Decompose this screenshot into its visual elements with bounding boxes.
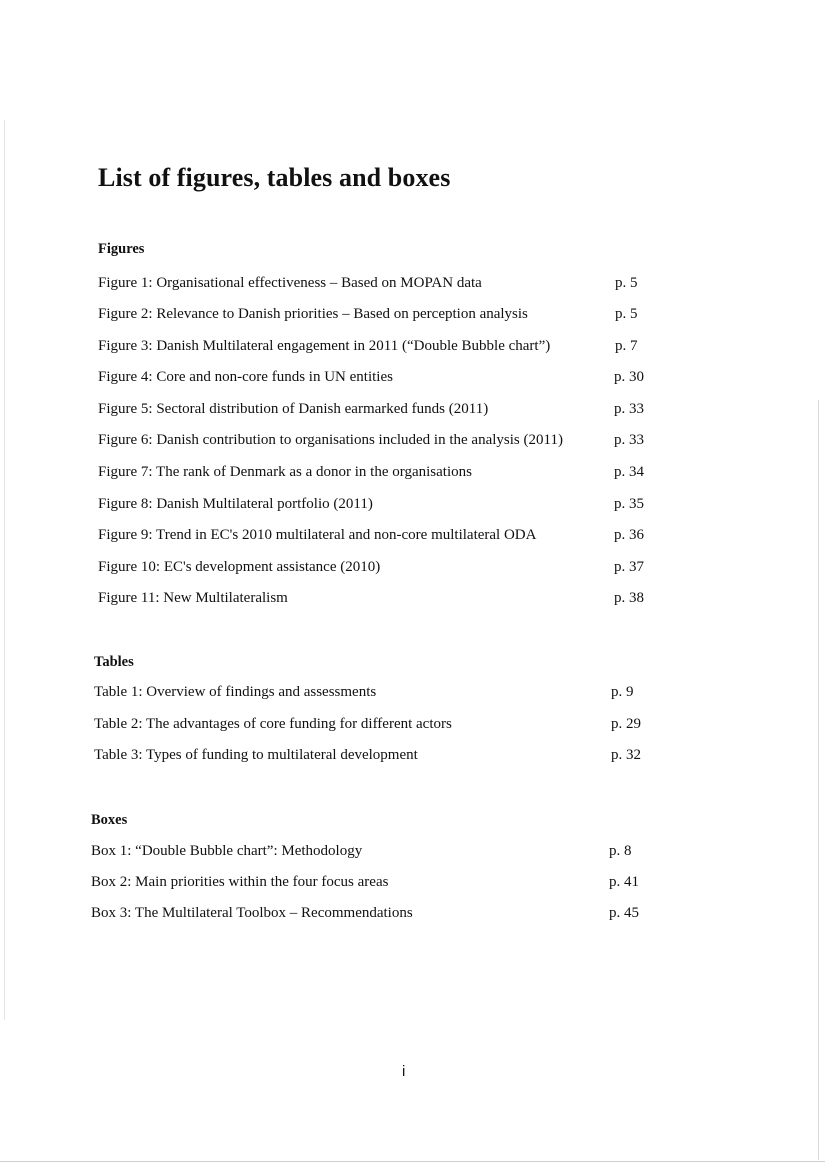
list-item: [94, 716, 644, 738]
entry-page: p. 38: [614, 590, 644, 606]
entry-label: Box 2: Main priorities within the four focus areas: [91, 874, 389, 890]
entry-page: p. 36: [614, 527, 644, 543]
scan-edge-bottom: [0, 1161, 825, 1162]
list-item: [98, 432, 644, 454]
list-item: [98, 369, 644, 391]
entry-label: Figure 3: Danish Multilateral engagement in 2011 (“Double Bubble chart”): [98, 338, 551, 354]
section-heading-boxes: Boxes: [91, 812, 128, 828]
page-title: List of figures, tables and boxes: [98, 163, 451, 192]
entry-label: Figure 10: EC's development assistance (2010): [98, 559, 381, 575]
list-item: [98, 590, 644, 612]
entry-page: p. 34: [614, 464, 644, 480]
entry-label: Figure 1: Organisational effectiveness – Based on MOPAN data: [98, 275, 482, 291]
entry-label: Table 2: The advantages of core funding for different actors: [94, 716, 452, 732]
entry-page: p. 5: [615, 306, 638, 322]
page-number: i: [402, 1063, 406, 1080]
entry-label: Figure 9: Trend in EC's 2010 multilateral and non-core multilateral ODA: [98, 527, 537, 543]
entry-page: p. 45: [609, 905, 639, 921]
entry-page: p. 8: [609, 843, 632, 859]
scan-edge-right: [818, 400, 819, 1160]
list-item: [98, 306, 638, 328]
entry-label: Box 1: “Double Bubble chart”: Methodology: [91, 843, 363, 859]
list-item: [91, 843, 646, 865]
list-item: [98, 496, 644, 518]
section-heading-figures: Figures: [98, 241, 145, 257]
list-item: [98, 527, 644, 549]
entry-page: p. 5: [615, 275, 638, 291]
list-item: [94, 684, 644, 706]
list-item: [98, 401, 644, 423]
list-item: [91, 905, 646, 927]
list-item: [98, 275, 638, 297]
section-heading-tables: Tables: [94, 654, 134, 670]
entry-label: Figure 11: New Multilateralism: [98, 590, 288, 606]
entry-label: Table 1: Overview of findings and assessments: [94, 684, 377, 700]
entry-label: Figure 2: Relevance to Danish priorities – Based on perception analysis: [98, 306, 528, 322]
entry-label: Figure 4: Core and non-core funds in UN entities: [98, 369, 393, 385]
entry-page: p. 41: [609, 874, 639, 890]
scan-edge-left: [4, 120, 5, 1020]
entry-page: p. 37: [614, 559, 644, 575]
list-item: [98, 338, 638, 360]
entry-label: Figure 8: Danish Multilateral portfolio (2011): [98, 496, 373, 512]
entry-page: p. 30: [614, 369, 644, 385]
entry-page: p. 33: [614, 432, 644, 448]
entry-page: p. 35: [614, 496, 644, 512]
list-item: [91, 874, 646, 896]
entry-label: Figure 6: Danish contribution to organisations included in the analysis (2011): [98, 432, 563, 448]
entry-page: p. 9: [611, 684, 634, 700]
entry-page: p. 29: [611, 716, 641, 732]
entry-label: Box 3: The Multilateral Toolbox – Recommendations: [91, 905, 413, 921]
entry-label: Figure 7: The rank of Denmark as a donor in the organisations: [98, 464, 472, 480]
list-item: [98, 464, 644, 486]
list-item: [98, 559, 644, 581]
list-item: [94, 747, 644, 769]
entry-label: Figure 5: Sectoral distribution of Danish earmarked funds (2011): [98, 401, 489, 417]
entry-label: Table 3: Types of funding to multilateral development: [94, 747, 418, 763]
entry-page: p. 32: [611, 747, 641, 763]
entry-page: p. 7: [615, 338, 638, 354]
entry-page: p. 33: [614, 401, 644, 417]
